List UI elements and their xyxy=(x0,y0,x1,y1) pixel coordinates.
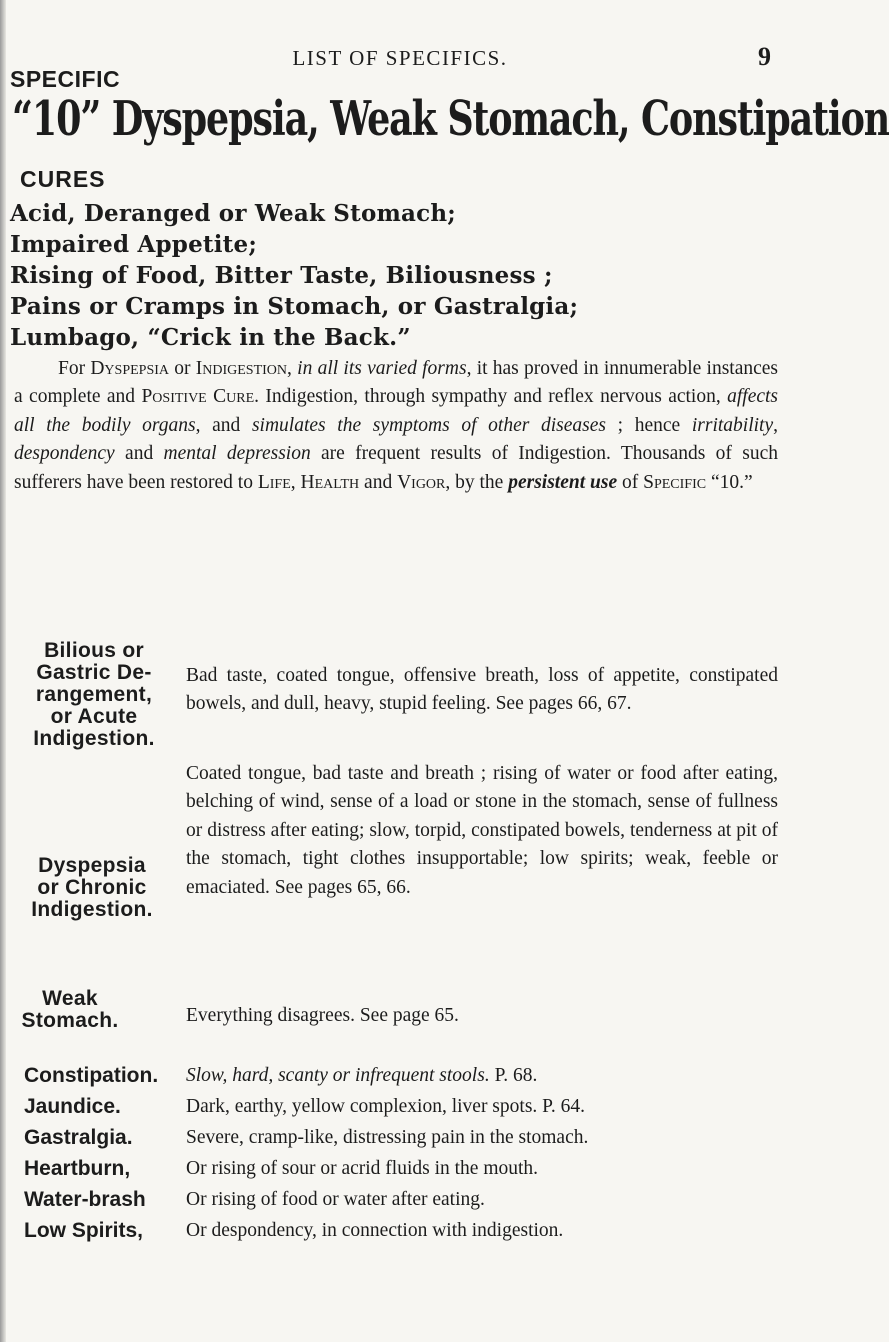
intro-text: For xyxy=(58,358,91,379)
entry-term: Gastralgia. xyxy=(24,1126,133,1149)
entry-term: Constipation. xyxy=(24,1064,159,1087)
entry-heartburn xyxy=(0,1155,800,1185)
intro-emphasis: persistent use xyxy=(508,471,618,493)
entry-description: Or rising of food or water after eating. xyxy=(186,1189,485,1210)
intro-text: are frequent results of Indigestion. Thousands of such sufferers have been restored to xyxy=(14,443,778,493)
cure-item: Acid, Deranged or Weak Stomach; xyxy=(10,200,456,227)
entry-page-ref: P. 68. xyxy=(489,1065,538,1086)
intro-text: and xyxy=(114,443,164,465)
intro-text: . Indigestion, through sympathy and reflex nervous action, xyxy=(254,386,728,408)
intro-text: and xyxy=(359,471,398,493)
term-line: or Acute xyxy=(50,705,138,728)
term-line: Bilious or xyxy=(44,639,144,662)
entry-term: Jaundice. xyxy=(24,1095,121,1118)
entry-description: Coated tongue, bad taste and breath ; rising of water or food after eating, belching of wind, sense of a load or stone in the stomach, sense of fullness or distress after eating; slow, torpid, constipated bowels, tenderness at pit of the stomach, tight clothes insupportable; low spirits; weak, feeble or emaciated. See pages 65, 66. xyxy=(186,763,778,898)
entry-term xyxy=(20,988,120,1032)
cures-label: CURES xyxy=(20,166,106,192)
main-title: “10” Dyspepsia, Weak Stomach, Constipation xyxy=(12,91,889,147)
intro-emphasis: simulates the symptoms of other diseases xyxy=(251,414,606,436)
intro-emphasis: despondency xyxy=(14,443,115,465)
entry-description: Everything disagrees. See page 65. xyxy=(186,1005,459,1026)
cure-item: Lumbago, “Crick in the Back.” xyxy=(10,324,411,351)
intro-text: , xyxy=(287,358,298,379)
intro-emphasis: in all its varied forms xyxy=(297,358,467,379)
running-head: LIST OF SPECIFICS. xyxy=(292,46,508,70)
entry-description: Bad taste, coated tongue, offensive breath, loss of appetite, constipated bowels, and dull, heavy, stupid feeling. See pages 66, 67. xyxy=(186,665,778,715)
term-line: Indigestion. xyxy=(33,727,155,750)
term-line: Indigestion. xyxy=(31,898,153,921)
cure-item: Rising of Food, Bitter Taste, Biliousness ; xyxy=(10,262,553,289)
entry-low-spirits xyxy=(0,1217,800,1247)
entry-jaundice xyxy=(0,1093,800,1123)
entry-term: Heartburn, xyxy=(24,1157,131,1180)
intro-text: or xyxy=(169,358,196,379)
entry-term xyxy=(22,855,162,921)
entry-constipation xyxy=(0,1062,800,1092)
cure-item: Pains or Cramps in Stomach, or Gastralgia; xyxy=(10,293,579,320)
entry-description: Severe, cramp-like, distressing pain in the stomach. xyxy=(186,1127,589,1148)
specific-label: SPECIFIC xyxy=(10,66,121,92)
intro-text: , xyxy=(773,414,779,436)
entry-description: Dark, earthy, yellow complexion, liver spots. P. 64. xyxy=(186,1096,585,1117)
intro-text: , by the xyxy=(445,471,509,493)
entry-description: Or despondency, in connection with indigestion. xyxy=(186,1220,564,1241)
entry-term: Low Spirits, xyxy=(24,1219,144,1242)
intro-emphasis: irritability xyxy=(691,414,774,436)
intro-emphasis: mental depression xyxy=(163,443,311,465)
intro-text: , it has proved in innumerable instances a complete and xyxy=(14,358,779,408)
entry-description xyxy=(186,1062,782,1090)
intro-text: “10.” xyxy=(706,471,753,493)
intro-emphasis: affects all the bodily organs xyxy=(14,386,779,436)
intro-text: , and xyxy=(195,414,252,436)
cure-item: Impaired Appetite; xyxy=(10,231,258,258)
intro-text: Positive Cure xyxy=(141,386,255,408)
cures-list xyxy=(10,198,790,353)
term-line: Stomach. xyxy=(21,1009,119,1032)
intro-text: Vigor xyxy=(397,471,446,493)
entry-gastralgia xyxy=(0,1124,800,1154)
intro-text: ; hence xyxy=(606,414,692,436)
page-number: 9 xyxy=(758,42,771,71)
intro-text: Specific xyxy=(643,471,707,493)
entry-water-brash xyxy=(0,1186,800,1216)
entry-description-text: Slow, hard, scanty or infrequent stools. xyxy=(186,1065,490,1086)
entry-term xyxy=(24,640,164,750)
term-line: Gastric De- xyxy=(36,661,152,684)
intro-text: Indigestion xyxy=(195,358,288,379)
intro-text: Life, Health xyxy=(257,471,360,493)
term-line: Dyspepsia xyxy=(38,854,146,877)
entry-description: Or rising of sour or acrid fluids in the mouth. xyxy=(186,1158,539,1179)
term-line: Weak xyxy=(42,987,98,1010)
intro-text: Dyspepsia xyxy=(90,358,170,379)
entry-term: Water-brash xyxy=(24,1188,146,1211)
intro-text: of xyxy=(617,471,644,493)
term-line: rangement, xyxy=(35,683,153,706)
intro-paragraph xyxy=(14,355,778,497)
term-line: or Chronic xyxy=(37,876,147,899)
